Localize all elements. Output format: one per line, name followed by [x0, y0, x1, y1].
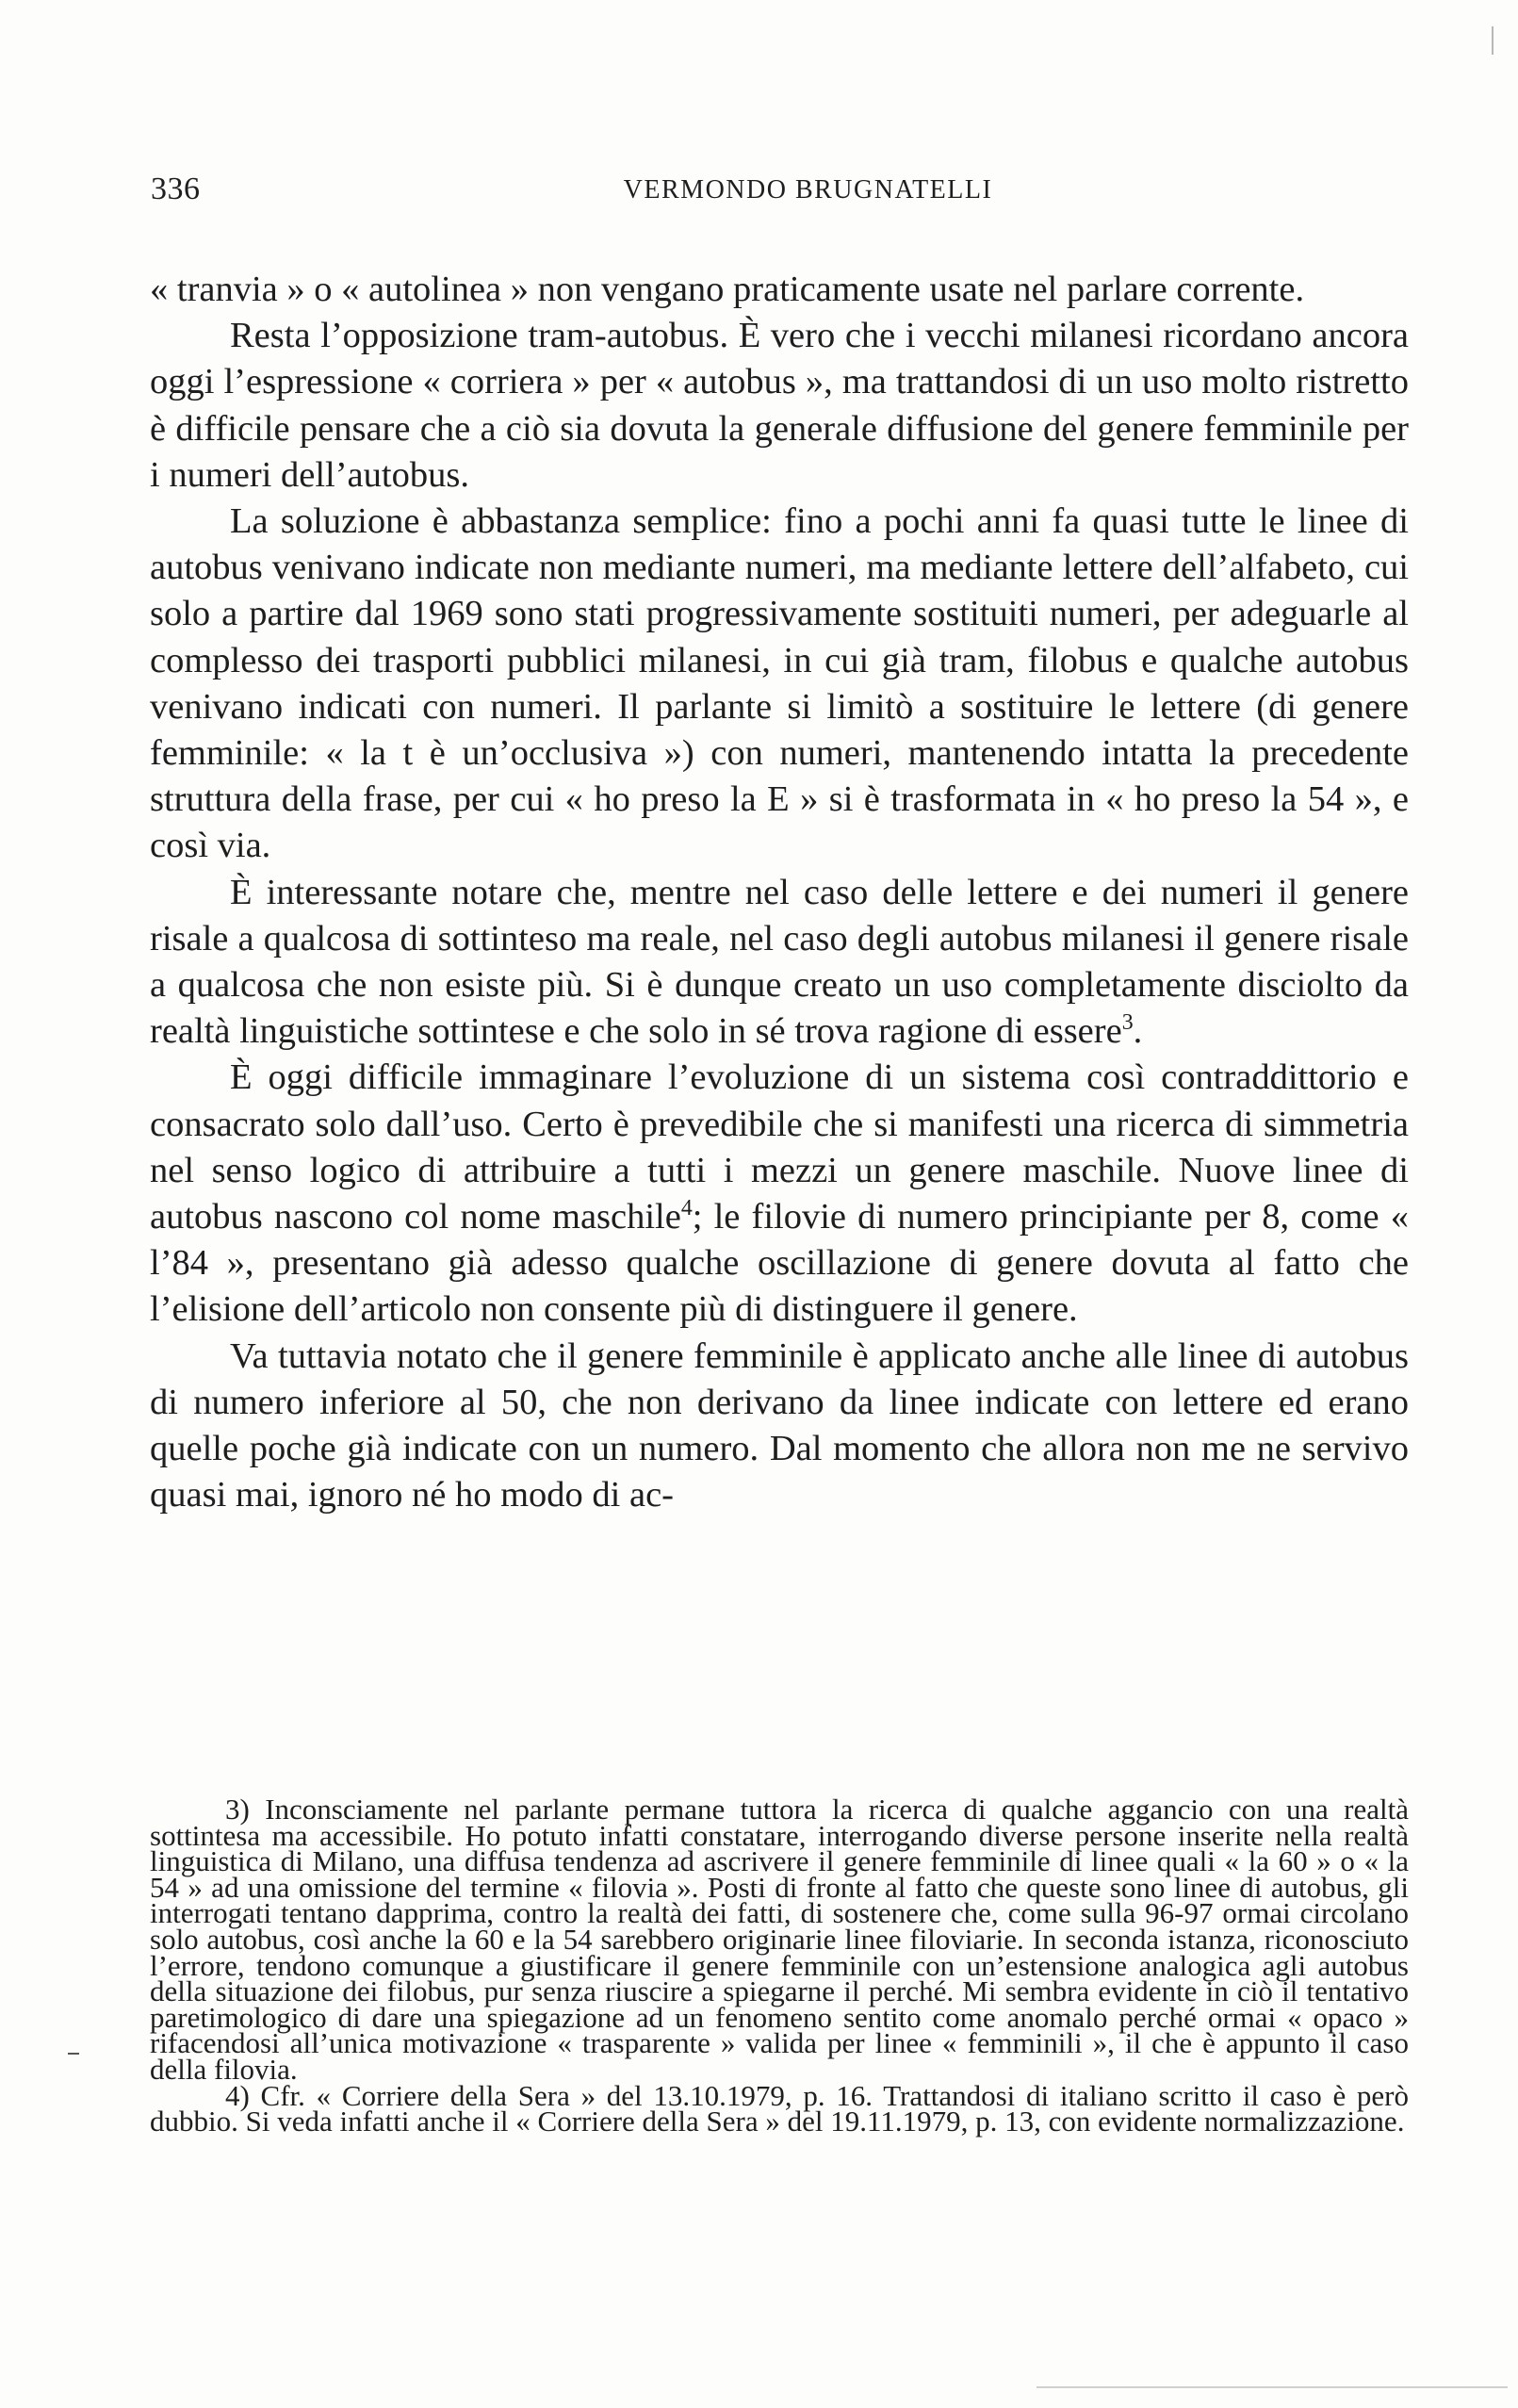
footnotes [150, 1793, 1410, 2138]
scan-edge-mark [1492, 26, 1494, 55]
footnote-3-text: Inconsciamente nel parlante permane tuttora la ricerca di qualche aggancio con una realtà sottintesa ma accessibile. Ho potuto infatti constatare, interrogando diverse persone inserite nella realtà linguistica di Milano, una diffusa tendenza ad ascrivere il genere femminile di linee quali « la 60 » o « la 54 » ad una omissione del termine « filovia ». Posti di fronte al fatto che queste sono linee di autobus, gli interrogati tentano dapprima, contro la realtà dei fatti, di sostenere che, come sulla 96-97 ormai circolano solo autobus, così anche la 60 e la 54 sarebbero originarie linee filoviarie. In seconda istanza, riconosciuto l’errore, tendono comunque a giustificare il genere femminile con un’estensione analogica agli autobus della situazione dei filobus, pur senza riuscire a spiegarne il perché. Mi sembra evidente in ciò il tentativo paretimologico di dare una spiegazione ad un fenomeno sentito come anomalo perché ormai « opaco » rifacendosi all’unica motivazione « trasparente » valida per linee « femminili », il che è appunto il caso della filovia. [150, 1793, 1410, 2086]
paragraph-2: Resta l’opposizione tram-autobus. È vero che i vecchi milanesi ricordano ancora oggi l’espressione « corriera » per « autobus », ma trattandosi di un uso molto ristretto è difficile pensare che a ciò sia dovuta la generale diffusione del genere femminile per i numeri dell’autobus. [150, 316, 1409, 495]
body-text [150, 267, 1409, 1518]
paragraph-6: Va tuttavia notato che il genere femminile è applicato anche alle linee di autobus di numero inferiore al 50, che non derivano da linee indicate con lettere ed erano quelle poche già indicate con un numero. Dal momento che allora non me ne servivo quasi mai, ignoro né ho modo di ac- [150, 1335, 1409, 1515]
footnote-ref-3: 3 [1121, 1010, 1134, 1036]
paragraph-4-text: È interessante notare che, mentre nel caso delle lettere e dei numeri il genere risale a qualcosa di sottinteso ma reale, nel caso degli autobus milanesi il genere risale a qualcosa che non esiste più. Si è dunque creato un uso completamente disciolto da realtà linguistiche sottintese e che solo in sé trova ragione di essere [150, 872, 1409, 1052]
page-number: 336 [151, 172, 201, 206]
paragraph-1: « tranvia » o « autolinea » non vengano praticamente usate nel parlare corrente. [150, 270, 1305, 309]
footnote-4-marker: 4) [225, 2078, 250, 2112]
footnote-3 [150, 1793, 1410, 2086]
paragraph-5-text-a: È oggi difficile immaginare l’evoluzione di un sistema così contraddittorio e consacrato solo dall’uso. Certo è prevedibile che si manifesti una ricerca di simmetria nel senso logico di attribuire a tutti i mezzi un genere maschile. Nuove linee di autobus nascono col nome maschile [150, 1057, 1409, 1237]
paragraph-3: La soluzione è abbastanza semplice: fino a pochi anni fa quasi tutte le linee di autobus venivano indicate non mediante numeri, ma mediante lettere dell’alfabeto, cui solo a partire dal 1969 sono stati progressivamente sostituiti numeri, per adeguarle al complesso dei trasporti pubblici milanesi, in cui già tram, filobus e qualche autobus venivano indicati con numeri. Il parlante si limitò a sostituire le lettere (di genere femminile: « la t è un’occlusiva ») con numeri, mantenendo intatta la precedente struttura della frase, per cui « ho preso la E » si è trasformata in « ho preso la 54 », e così via. [150, 501, 1409, 866]
scan-bottom-mark [1036, 2386, 1508, 2388]
footnote-3-marker: 3) [225, 1793, 250, 1826]
paragraph-5-text-b: ; le filovie di numero principiante per 8, come « l’84 », presentano già adesso qualche oscillazione di genere dovuta al fatto che l’elisione dell’articolo non consente più di distinguere il genere. [150, 1197, 1409, 1330]
running-title: VERMONDO BRUGNATELLI [623, 175, 993, 205]
footnote-ref-4: 4 [680, 1196, 693, 1221]
footnote-4 [150, 2078, 1409, 2138]
footnote-4-text: Cfr. « Corriere della Sera » del 13.10.1979, p. 16. Trattandosi di italiano scritto il caso è però dubbio. Si veda infatti anche il « Corriere della Sera » del 19.11.1979, p. 13, con evidente normalizzazione. [150, 2078, 1409, 2138]
paragraph-4 [150, 870, 1409, 1056]
scan-margin-dash [68, 2053, 79, 2055]
running-head [151, 172, 1409, 219]
paragraph-4-end: . [1133, 1011, 1143, 1052]
paragraph-5 [150, 1055, 1409, 1333]
